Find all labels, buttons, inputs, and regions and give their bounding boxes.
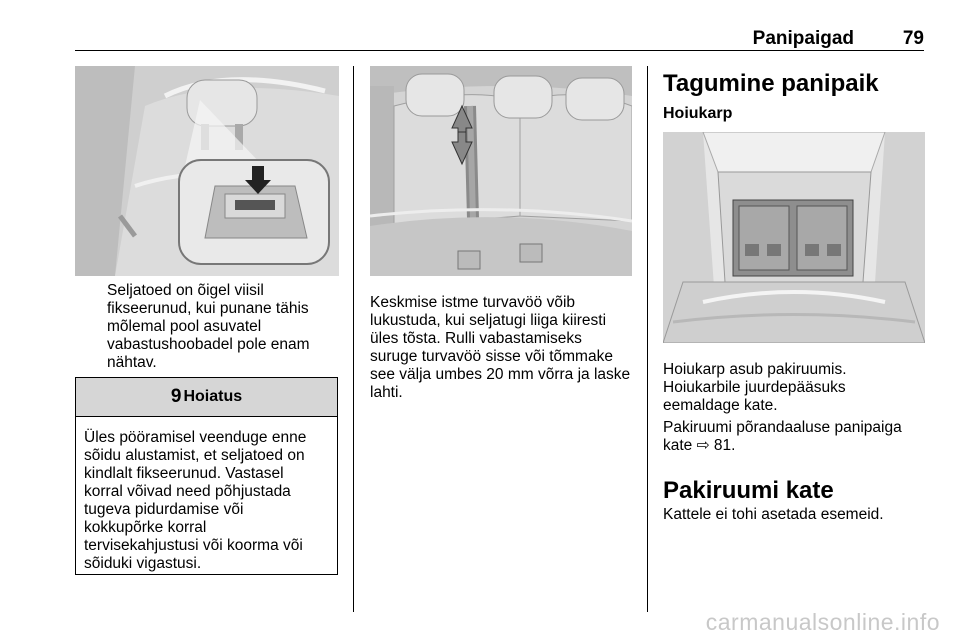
page-number: 79 [902,28,924,49]
text-line: Hoiukarbile juurdepääsuks [663,379,846,396]
text-line: kindlalt fikseerunud. Vastasel [84,465,284,482]
warning-icon: 9 [170,386,182,407]
text-line: sõidu alustamist, et seljatoed on [84,447,305,464]
text-line: lahti. [370,384,403,401]
text-line: lukustuda, kui seljatugi liiga kiiresti [370,312,607,329]
paragraph-cover: Kattele ei tohi asetada esemeid. [663,506,884,523]
text-line: vabastushoobadel pole enam [107,336,310,353]
text-line: fikseerunud, kui punane tähis [107,300,309,317]
column-divider [353,66,354,612]
text-line: sõiduki vigastusi. [84,555,202,572]
text-line: Üles pööramisel veenduge enne [84,429,307,446]
text-line: tugeva pidurdamise või [84,501,244,518]
section-heading-cover: Pakiruumi kate [663,477,834,504]
seat-backrest-illustration [75,66,339,276]
column-divider [647,66,648,612]
text-line: nähtav. [107,354,157,371]
warning-title-bar [76,378,337,417]
warning-box [75,377,338,575]
figure-seat-backrest [75,66,339,276]
page-reference-link[interactable]: kate ⇨ 81. [663,437,736,454]
text-line: Keskmise istme turvavöö võib [370,294,576,311]
figure-storage-box [663,132,925,343]
caption-seat-backrest [107,282,310,372]
text-line: see välja umbes 20 mm võrra ja laske [370,366,631,383]
text-line: suruge turvavöö sisse või tõmmake [370,348,613,365]
text-line: mõlemal pool asuvatel [107,318,262,335]
text-line: kokkupõrke korral [84,519,207,536]
text-line: Hoiukarp asub pakiruumis. [663,361,847,378]
page-header [75,0,924,51]
warning-body [76,417,337,573]
warning-title: Hoiatus [183,388,243,405]
text-line: tervisekahjustusi või koorma või [84,537,303,554]
section-heading: Tagumine panipaik [663,70,879,97]
caption-seat-belt [370,294,630,402]
watermark: carmanualsonline.info [705,609,940,635]
subheading: Hoiukarp [663,105,733,122]
figure-seat-belt [370,66,632,276]
seat-belt-illustration [370,66,632,276]
paragraph-storage-box [663,361,847,415]
paragraph-underfloor-reference [663,419,902,455]
section-title: Panipaigad [752,28,854,49]
text-line: korral võivad need põhjustada [84,483,291,500]
text-line: üles tõsta. Rulli vabastamiseks [370,330,582,347]
text-line: Seljatoed on õigel viisil [107,282,264,299]
text-line: eemaldage kate. [663,397,778,414]
text-line: Pakiruumi põrandaaluse panipaiga [663,419,902,436]
storage-box-illustration [663,132,925,343]
